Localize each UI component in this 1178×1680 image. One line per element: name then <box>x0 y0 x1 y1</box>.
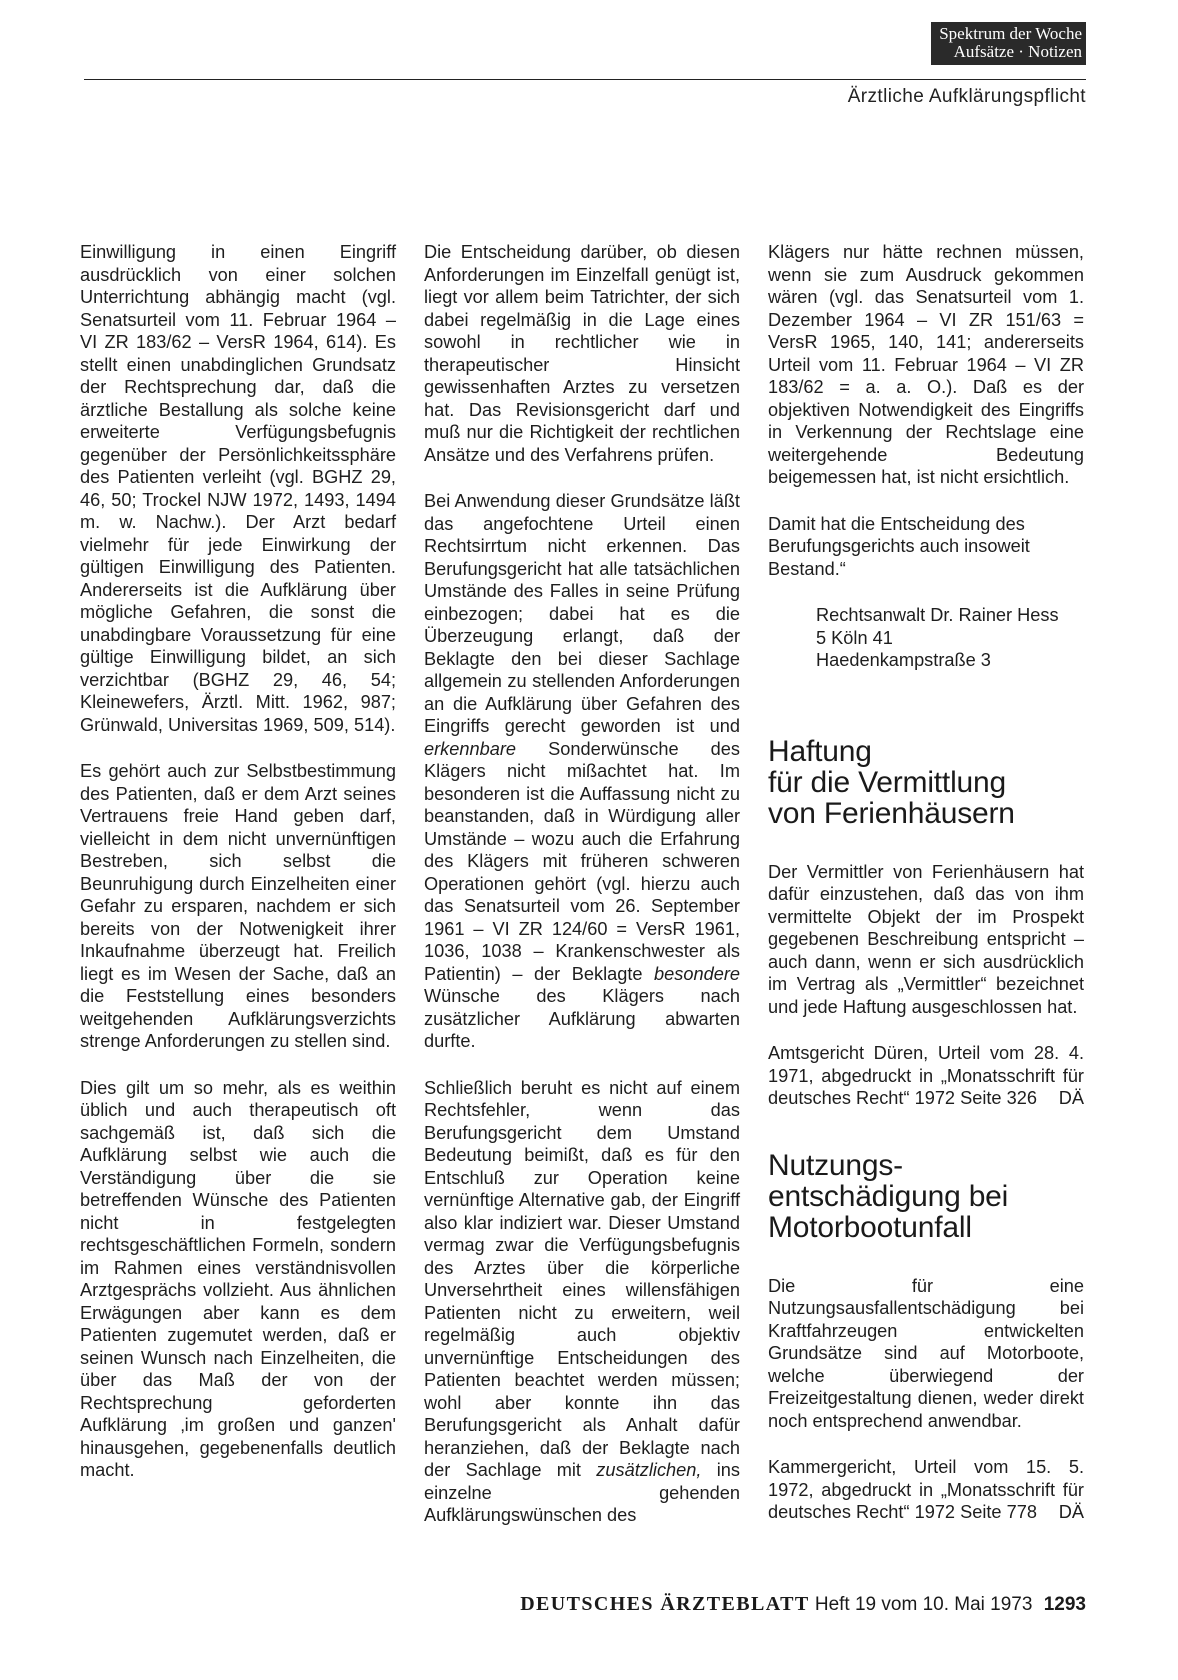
paragraph: Klägers nur hätte rechnen müssen, wenn sie zum Ausdruck gekommen wären (vgl. das Senatsurteil vom 1. Dezember 1964 – VI ZR 151/63 = VersR 1965, 140, 141; andererseits Urteil vom 11. Februar 1964 – VI ZR 183/62 = a. a. O.). Daß es der objektiven Notwendigkeit des Eingriffs in Verkennung der Rechtslage eine weitergehende Bedeutung beigemessen hat, ist nicht ersichtlich. <box>768 242 1084 487</box>
author-street: Haedenkampstraße 3 <box>816 650 991 670</box>
column-1 <box>80 241 396 1506</box>
page-number: 1293 <box>1043 1594 1086 1615</box>
section-badge <box>931 22 1086 65</box>
paragraph: Dies gilt um so mehr, als es weithin üblich und auch therapeutisch oft sachgemäß ist, daß sich die Aufklärung selbst wie auch die Verständigung über die sie betreffenden Wünsche des Patienten nicht in festgelegten rechtsgeschäftlichen Formeln, sondern im Rahmen eines verständnisvollen Arztgesprächs vollzieht. Aus ähnlichen Erwägungen aber kann es dem Patienten zugemutet werden, daß er seinen Wunsch nach Einzelheiten, die über das Maß der von der Rechtsprechung geforderten Aufklärung ‚im großen und ganzen' hinausgehen, gegebenenfalls deutlich macht. <box>80 1077 396 1480</box>
page-footer <box>520 1593 1086 1616</box>
header-divider <box>84 79 1086 80</box>
emphasis: erkennbare <box>424 738 517 759</box>
article-heading: Nutzungs- entschädigung bei Motorbootunfall <box>768 1148 1009 1244</box>
paragraph: Die Entscheidung darüber, ob diesen Anforderungen im Einzelfall genügt ist, liegt vor allem beim Tatrichter, der sich dabei regelmäßig in die Lage eines sowohl in rechtlicher wie in therapeutischer Hinsicht gewissenhaften Arztes zu versetzen hat. Das Revisionsgericht darf und muß nur die Richtigkeit der rechtlichen Ansätze und des Verfahrens prüfen. <box>424 242 740 465</box>
section-label-line2: Aufsätze · Notizen <box>953 42 1082 61</box>
emphasis: zusätzlichen, <box>596 1460 702 1480</box>
author-name: Rechtsanwalt Dr. Rainer Hess <box>816 605 1059 625</box>
article-summary: Die für eine Nutzungsausfallentschädigung bei Kraftfahrzeugen entwickelten Grundsätze sind auf Motorboote, welche überwiegend der Freizeitgestaltung dienen, weder direkt noch entsprechend anwendbar. <box>768 1275 1084 1431</box>
journal-name: DEUTSCHES ÄRZTEBLATT <box>520 1593 810 1615</box>
paragraph: Schließlich beruht es nicht auf einem Rechtsfehler, wenn das Berufungsgericht dem Umstand Bedeutung beimißt, daß es für den Entschluß zur Operation keine vernünftige Alternative gab, der Eingriff also klar indiziert war. Dieser Umstand vermag zwar die Verfügungsbefugnis des Arztes über die körperliche Unversehrtheit eines willensfähigen Patienten nicht zu erweitern, weil regelmäßig auch objektiv unvernünftige Entscheidungen des Patienten beachtet werden müssen; wohl aber konnte ihn das Berufungsgericht als Anhalt dafür heranziehen, daß der Beklagte nach der Sachlage mit zusätzlichen, ins einzelne gehenden Aufklärungswünschen des <box>424 1077 740 1525</box>
source-reference: Amtsgericht Düren, Urteil vom 28. 4. 1971, abgedruckt in „Monatsschrift für deutsches Recht“ 1972 Seite 326 DÄ <box>768 1043 1084 1108</box>
source-signature: DÄ <box>1058 1088 1084 1108</box>
section-label-line1: Spektrum der Woche <box>939 24 1082 43</box>
source-signature: DÄ <box>1058 1502 1084 1522</box>
source-reference: Kammergericht, Urteil vom 15. 5. 1972, abgedruckt in „Monatsschrift für deutsches Recht“ 1972 Seite 778 DÄ <box>768 1457 1084 1522</box>
emphasis: besondere <box>654 963 740 984</box>
paragraph: Einwilligung in einen Eingriff ausdrücklich von einer solchen Unterrichtung abhängig macht (vgl. Senatsurteil vom 11. Februar 1964 – VI ZR 183/62 – VersR 1964, 614). Es stellt einen unabdinglichen Grundsatz der Rechtsprechung dar, daß die ärztliche Bestallung als solche keine erweiterte Verfügungsbefugnis gegenüber der Persönlichkeitssphäre des Patienten verleiht (vgl. BGHZ 29, 46, 50; Trockel NJW 1972, 1493, 1494 m. w. Nachw.). Der Arzt bedarf vielmehr für jede Einwirkung der gültigen Einwilligung des Patienten. Andererseits ist die Aufklärung über mögliche Gefahren, die sonst die unabdingbare Voraussetzung für eine gültige Einwilligung bildet, an sich verzichtbar (BGHZ 29, 46, 54; Kleinewefers, Ärztl. Mitt. 1962, 987; Grünwald, Universitas 1969, 509, 514). <box>80 242 396 735</box>
author-signature <box>768 604 1084 672</box>
article-summary: Der Vermittler von Ferienhäusern hat dafür einzustehen, daß das von ihm vermittelte Objekt der im Prospekt gegebenen Beschreibung entspricht – auch dann, wenn er sich ausdrücklich im Vertrag als „Vermittler“ bezeichnet und jede Haftung ausgeschlossen hat. <box>768 861 1084 1017</box>
paragraph: Bei Anwendung dieser Grundsätze läßt das angefochtene Urteil einen Rechtsirrtum nicht erkennen. Das Berufungsgericht hat alle tatsächlichen Umstände des Falles in seine Prüfung einbezogen; dabei hat es die Überzeugung erlangt, daß der Beklagte den bei dieser Sachlage allgemein zu stellenden Anforderungen an die Aufklärung über Gefahren des Eingriffs gerecht geworden ist und erkennbare Sonderwünsche des Klägers nicht mißachtet hat. Im besonderen ist die Auffassung nicht zu beanstanden, daß in Würdigung aller Umstände – wozu auch die Erfahrung des Klägers mit früheren schweren Operationen gehört (vgl. hierzu auch das Senatsurteil vom 26. September 1961 – VI ZR 124/60 = VersR 1961, 1036, 1038 – Krankenschwester als Patientin) – der Beklagte besondere Wünsche des Klägers nach zusätzlicher Aufklärung abwarten durfte. <box>424 491 740 1051</box>
topic-title: Ärztliche Aufklärungspflicht <box>847 86 1086 107</box>
paragraph: Damit hat die Entscheidung des Berufungsgerichts auch insoweit Bestand.“ <box>768 513 1030 579</box>
column-3 <box>768 241 1084 1524</box>
author-city: 5 Köln 41 <box>816 627 893 648</box>
paragraph: Es gehört auch zur Selbstbestimmung des Patienten, daß er dem Arzt seines Vertrauens freie Hand geben darf, vielleicht in dem nicht unvernünftigen Bestreben, sich selbst die Beunruhigung durch Einzelheiten einer Gefahr zu ersparen, nachdem er sich bereits von der Notwenigkeit ihrer Inkaufnahme überzeugt hat. Freilich liegt es im Wesen der Sache, daß an die Feststellung eines besonders weitgehenden Aufklärungsverzichts strenge Anforderungen zu stellen sind. <box>80 761 396 1051</box>
issue-info: Heft 19 vom 10. Mai 1973 <box>814 1594 1033 1615</box>
article-heading: Haftung für die Vermittlung von Ferienhäusern <box>768 734 1015 830</box>
column-2 <box>424 241 740 1551</box>
